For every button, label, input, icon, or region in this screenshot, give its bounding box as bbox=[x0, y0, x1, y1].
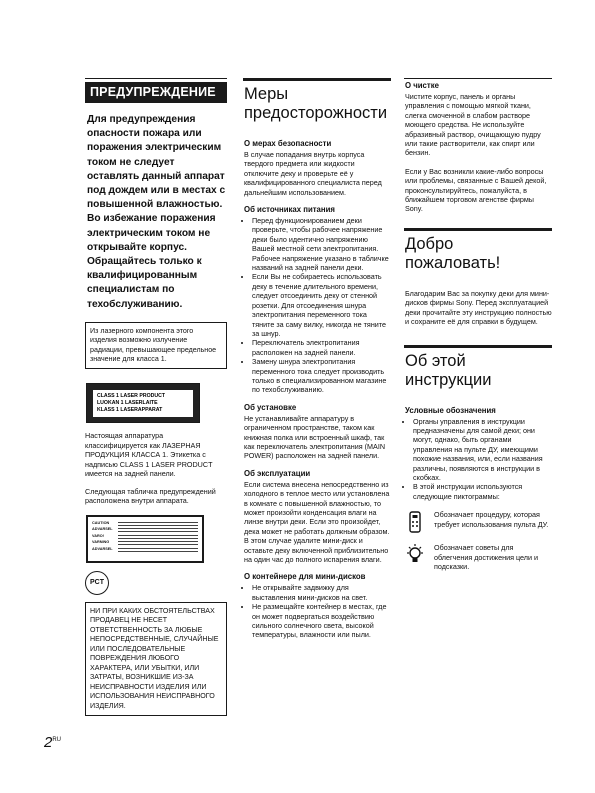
class1-paragraph: Настоящая аппаратура классифицируется как ЛАЗЕРНАЯ ПРОДУКЦИЯ КЛАССА 1. Этикетка с надписью CLASS 1 LASER PRODUCT имеется на задней панели. bbox=[85, 431, 213, 479]
heading-rule bbox=[243, 78, 391, 81]
container-title: О контейнере для мини-дисков bbox=[244, 572, 366, 582]
list-item: • Не открывайте задвижку для выставления мини-дисков на свет. bbox=[252, 583, 391, 602]
laser-label-line: KLASS 1 LASERAPPARAT bbox=[97, 406, 163, 413]
picto-remote-text: Обозначает процедуру, которая требует использования пульта ДУ. bbox=[434, 510, 549, 529]
column-cleaning-welcome bbox=[404, 78, 552, 571]
warning-text-fire: Для предупреждения опасности пожара или поражения электрическим током не следует оставлять данный аппарат под дождем или в местах с повышенной влажностью. bbox=[87, 114, 226, 211]
welcome-text: Благодарим Вас за покупку деки для мини-дисков фирмы Sony. Перед эксплуатацией деки прочитайте эту инструкцию полностью и сохраните её для справки в будущем. bbox=[405, 288, 552, 327]
operation-text: Если система внесена непосредственно из холодного в теплое место или установлена в комнате с повышенной влажностью, то может произойти конденсация влаги на линзе внутри деки. Если это произойдет, дека может не работать должным образом. В этом случае удалите мини-диск и оставьте деку включенной приблизительно на один час до полного испарения влаги. bbox=[244, 479, 390, 565]
warning-heading: ПРЕДУПРЕЖДЕНИЕ bbox=[85, 82, 227, 103]
caution-row-key: VARNING bbox=[92, 540, 110, 545]
precautions-heading: Меры предосторожности bbox=[244, 85, 388, 122]
picto-tip-text: Обозначает советы для облегчения достижения цели и подсказки. bbox=[434, 543, 539, 571]
warning-body bbox=[85, 113, 227, 312]
page-lang-suffix: RU bbox=[52, 737, 62, 743]
list-item: • Не размещайте контейнер в местах, где он может подвергаться воздействию сильного солнечного света, высокой температуры, влажности или пыли. bbox=[252, 602, 391, 640]
install-text: Не устанавливайте аппаратуру в ограниченном пространстве, таком как книжная полка или встроенный шкаф, так как переключатель электропитания (MAIN POWER) расположен на задней панели. bbox=[244, 413, 386, 461]
welcome-heading: Добро пожаловать! bbox=[405, 234, 501, 272]
conventions-list bbox=[404, 417, 552, 502]
cleaning-title: О чистке bbox=[405, 81, 439, 90]
page-number bbox=[44, 734, 61, 751]
pct-certification-logo: PCT bbox=[85, 571, 109, 595]
top-rule bbox=[85, 78, 227, 79]
list-item: • В этой инструкции используются следующие пиктограммы: bbox=[413, 482, 552, 501]
laser-radiation-box: Из лазерного компонента этого изделия возможно излучение радиации, превышающее предельное значение для класса 1. bbox=[85, 322, 227, 370]
operation-title: Об эксплуатации bbox=[244, 468, 311, 478]
heading-rule bbox=[404, 228, 552, 231]
class1-laser-label bbox=[86, 383, 200, 423]
picto-remote-row bbox=[404, 510, 552, 534]
caution-label-image bbox=[86, 515, 204, 563]
caution-row-key: CAUTION bbox=[92, 520, 110, 525]
list-item: • Замену шнура электропитания переменного тока следует производить только в специализированном магазине по техобслуживанию. bbox=[252, 357, 391, 395]
conventions-title: Условные обозначения bbox=[405, 405, 496, 415]
remote-control-icon bbox=[404, 510, 426, 534]
disclaimer-box: НИ ПРИ КАКИХ ОБСТОЯТЕЛЬСТВАХ ПРОДАВЕЦ НЕ НЕСЕТ ОТВЕТСТВЕННОСТЬ ЗА ЛЮБЫЕ НЕПОСРЕДСТВЕННЫЕ, СЛУЧАЙНЫЕ ИЛИ ПОСЛЕДОВАТЕЛЬНЫЕ ПОВРЕЖДЕНИЯ ЛЮБОГО ХАРАКТЕРА, ИЛИ УБЫТКИ, ИЛИ ЗАТРАТЫ, ВОЗНИКШИЕ ИЗ-ЗА НЕИСПРАВНОСТИ ИЗДЕЛИЯ ИЛИ ИСПОЛЬЗОВАНИЯ НЕИСПРАВНОГО ИЗДЕЛИЯ. bbox=[85, 602, 227, 717]
power-list bbox=[243, 216, 391, 395]
heading-rule bbox=[404, 345, 552, 348]
picto-tip-row bbox=[404, 543, 552, 571]
safety-title: О мерах безопасности bbox=[244, 139, 332, 148]
power-title: Об источниках питания bbox=[244, 205, 335, 215]
page-number-value: 2 bbox=[44, 734, 53, 751]
caution-row-key: VARO! bbox=[92, 533, 104, 538]
cleaning-text: Чистите корпус, панель и органы управления с помощью мягкой ткани, слегка смоченной в слабом растворе моющего средства. Не используйте абразивный раствор, очищающую пудру или такие растворители, как спирт или бензин. bbox=[405, 92, 541, 158]
safety-text: В случае попадания внутрь корпуса твердого предмета или жидкости отключите деку и проверьте её у квалифицированного специалиста перед дальнейшим использованием. bbox=[244, 150, 382, 197]
top-rule bbox=[404, 78, 552, 79]
lightbulb-icon bbox=[404, 543, 426, 567]
about-heading: Об этой инструкции bbox=[405, 351, 492, 389]
caution-table-paragraph: Следующая табличка предупреждений расположена внутри аппарата. bbox=[85, 486, 216, 506]
caution-row-key: ADVARSEL bbox=[92, 527, 113, 532]
list-item: • Перед функционированием деки проверьте, чтобы рабочее напряжение деки было идентично напряжению Вашей местной сети электропитания. Рабочее напряжение указано в табличке названий на задней панели деки. bbox=[252, 216, 391, 272]
install-title: Об установке bbox=[244, 402, 297, 412]
list-item: • Если Вы не собираетесь использовать деку в течение длительного времени, следует отсоединить деку от стенной розетки. Для отсоединения шнура электропитания переменного тока тяните за саму вилку, никогда не тяните за шнур. bbox=[252, 272, 391, 338]
laser-label-line: LUOKAN 1 LASERLAITE bbox=[97, 400, 158, 407]
column-precautions bbox=[243, 78, 391, 640]
warning-text-shock: Во избежание поражения электрическим током не открывайте корпус. Обращайтесь только к квалифицированным специалистам по техобслуживанию. bbox=[87, 213, 216, 310]
list-item: • Переключатель электропитания расположен на задней панели. bbox=[252, 338, 391, 357]
caution-row-key: ADVARSEL bbox=[92, 546, 113, 551]
questions-text: Если у Вас возникли какие-либо вопросы или проблемы, связанные с Вашей декой, проконсультируйтесь, пожалуйста, в ближайшем торговом агенстве фирмы Sony. bbox=[405, 166, 547, 214]
laser-label-line: CLASS 1 LASER PRODUCT bbox=[97, 393, 166, 400]
container-list bbox=[243, 583, 391, 639]
column-warnings bbox=[85, 78, 227, 716]
list-item: • Органы управления в инструкции предназначены для самой деки; они могут, однако, быть органами управления на пульте ДУ, имеющими похожие названия, или, если названия различны, появляются в инструкции в скобках. bbox=[413, 417, 552, 483]
